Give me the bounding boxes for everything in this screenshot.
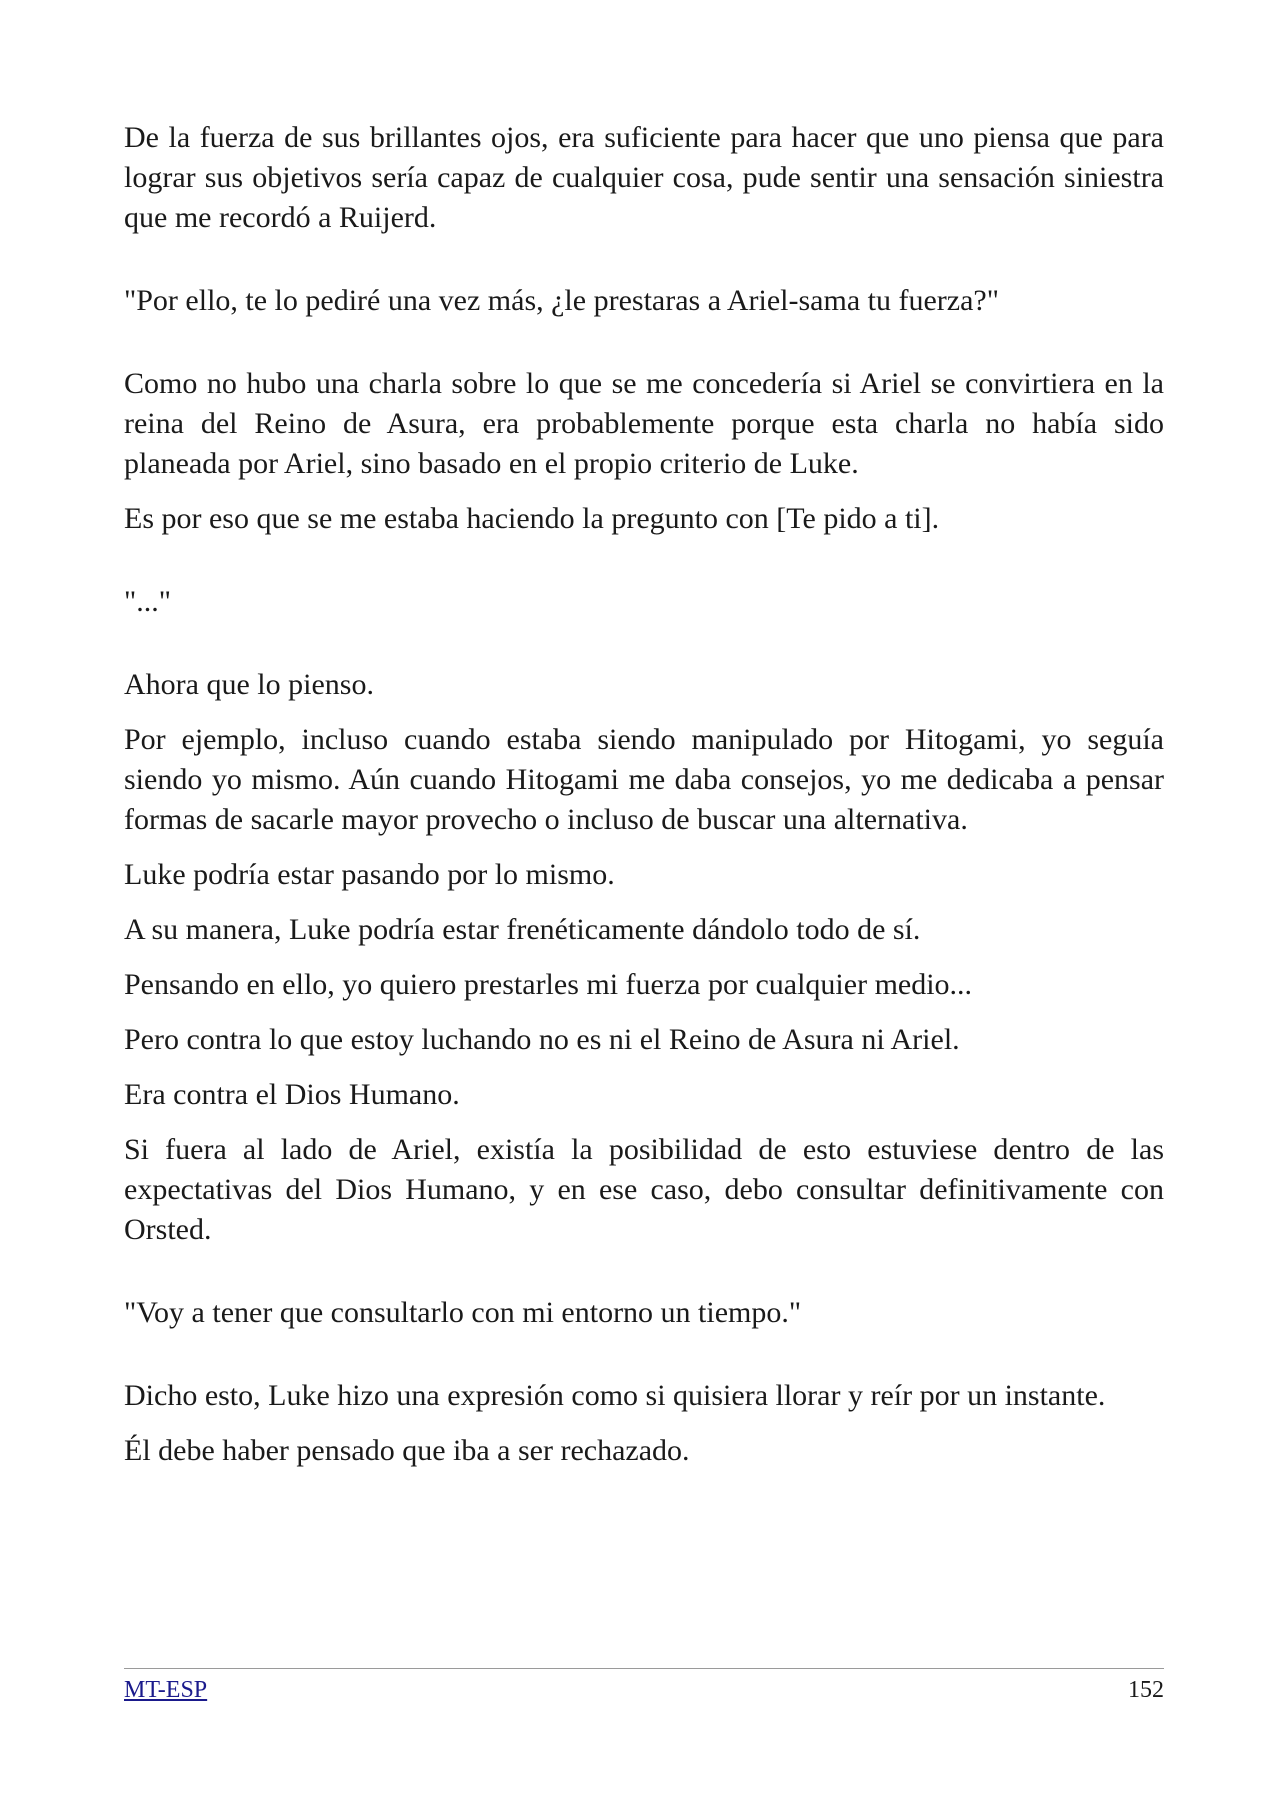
paragraph: "Por ello, te lo pediré una vez más, ¿le prestaras a Ariel-sama tu fuerza?"	[124, 284, 999, 317]
paragraph: Él debe haber pensado que iba a ser rechazado.	[124, 1434, 690, 1467]
paragraph: Ahora que lo pienso.	[124, 668, 374, 701]
page-number: 152	[1128, 1677, 1164, 1703]
paragraph: Luke podría estar pasando por lo mismo.	[124, 858, 615, 891]
paragraph: Pero contra lo que estoy luchando no es ni el Reino de Asura ni Ariel.	[124, 1023, 960, 1056]
paragraph: "..."	[124, 585, 171, 618]
paragraph: Si fuera al lado de Ariel, existía la posibilidad de esto estuviese dentro de las expectativas del Dios Humano, y en ese caso, debo consultar definitivamente con Orsted.	[124, 1133, 1164, 1246]
paragraph: Por ejemplo, incluso cuando estaba siendo manipulado por Hitogami, yo seguía siendo yo mismo. Aún cuando Hitogami me daba consejos, yo me dedicaba a pensar formas de sacarle mayor provecho o incluso de buscar una alternativa.	[124, 723, 1164, 836]
page-body	[124, 118, 1164, 1471]
paragraph: De la fuerza de sus brillantes ojos, era suficiente para hacer que uno piensa que para lograr sus objetivos sería capaz de cualquier cosa, pude sentir una sensación siniestra que me recordó a Ruijerd.	[124, 121, 1164, 234]
paragraph: Como no hubo una charla sobre lo que se me concedería si Ariel se convirtiera en la reina del Reino de Asura, era probablemente porque esta charla no había sido planeada por Ariel, sino basado en el propio criterio de Luke.	[124, 367, 1164, 480]
paragraph: Era contra el Dios Humano.	[124, 1078, 460, 1111]
paragraph: Pensando en ello, yo quiero prestarles mi fuerza por cualquier medio...	[124, 968, 973, 1001]
page-footer	[124, 1668, 1164, 1705]
paragraph: "Voy a tener que consultarlo con mi entorno un tiempo."	[124, 1296, 802, 1329]
paragraph: Es por eso que se me estaba haciendo la pregunto con [Te pido a ti].	[124, 502, 940, 535]
paragraph: A su manera, Luke podría estar frenéticamente dándolo todo de sí.	[124, 913, 921, 946]
paragraph: Dicho esto, Luke hizo una expresión como si quisiera llorar y reír por un instante.	[124, 1379, 1106, 1412]
footer-link[interactable]: MT-ESP	[124, 1677, 208, 1703]
